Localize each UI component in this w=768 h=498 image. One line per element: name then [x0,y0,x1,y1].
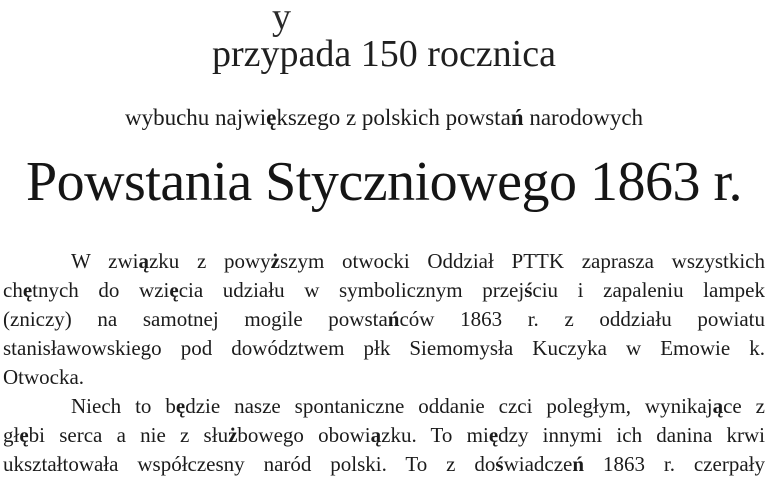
bold-diacritic: ś [524,278,533,302]
subtitle-heading: wybuchu największego z polskich powstań narodowych [124,105,644,130]
paragraph-line: Niech to będzie nasze spontaniczne oddanie czci poległym, wynikające z [71,394,765,418]
page-title: Powstania Styczniowego 1863 r. [25,151,743,213]
paragraph-tribute [3,392,765,479]
paragraph-line: Otwocka. [3,365,85,389]
bold-diacritic: ą [138,249,149,273]
bold-diacritic: ę [19,423,29,447]
bold-diacritic: ę [175,394,186,418]
bold-diacritic: ń [510,105,524,130]
bold-diacritic: ę [266,105,277,130]
bold-diacritic: ę [169,278,179,302]
bold-diacritic: ż [228,423,238,447]
bold-diacritic: ś [495,452,504,476]
bold-diacritic: ń [572,452,585,476]
paragraph-line: (zniczy) na samotnej mogile powstańców 1863 r. z oddziału powiatu [3,307,765,331]
bold-diacritic: ą [712,394,724,418]
bold-diacritic: ń [387,307,400,331]
paragraph-line: ukształtowała współczesny naród polski. To z doświadczeń 1863 r. czerpały [3,452,765,476]
bold-diacritic: ż [270,249,280,273]
cropped-text-fragment: y [272,0,291,38]
body-text [0,247,768,479]
paragraph-line: stanisławowskiego pod dowództwem płk Siemomysła Kuczyka w Emowie k. [3,336,765,360]
paragraph-line: chętnych do wzięcia udziału w symbolicznym przejściu i zapaleniu lampek [3,278,765,302]
bold-diacritic: ę [22,278,33,302]
anniversary-heading: przypada 150 rocznica [212,33,556,75]
paragraph-invitation [3,247,765,392]
bold-diacritic: ę [488,423,499,447]
paragraph-line: głębi serca a nie z służbowego obowiązku. To między innymi ich danina krwi [3,423,765,447]
bold-diacritic: ą [370,423,382,447]
paragraph-line: W związku z powyższym otwocki Oddział PTTK zaprasza wszystkich [71,249,766,273]
